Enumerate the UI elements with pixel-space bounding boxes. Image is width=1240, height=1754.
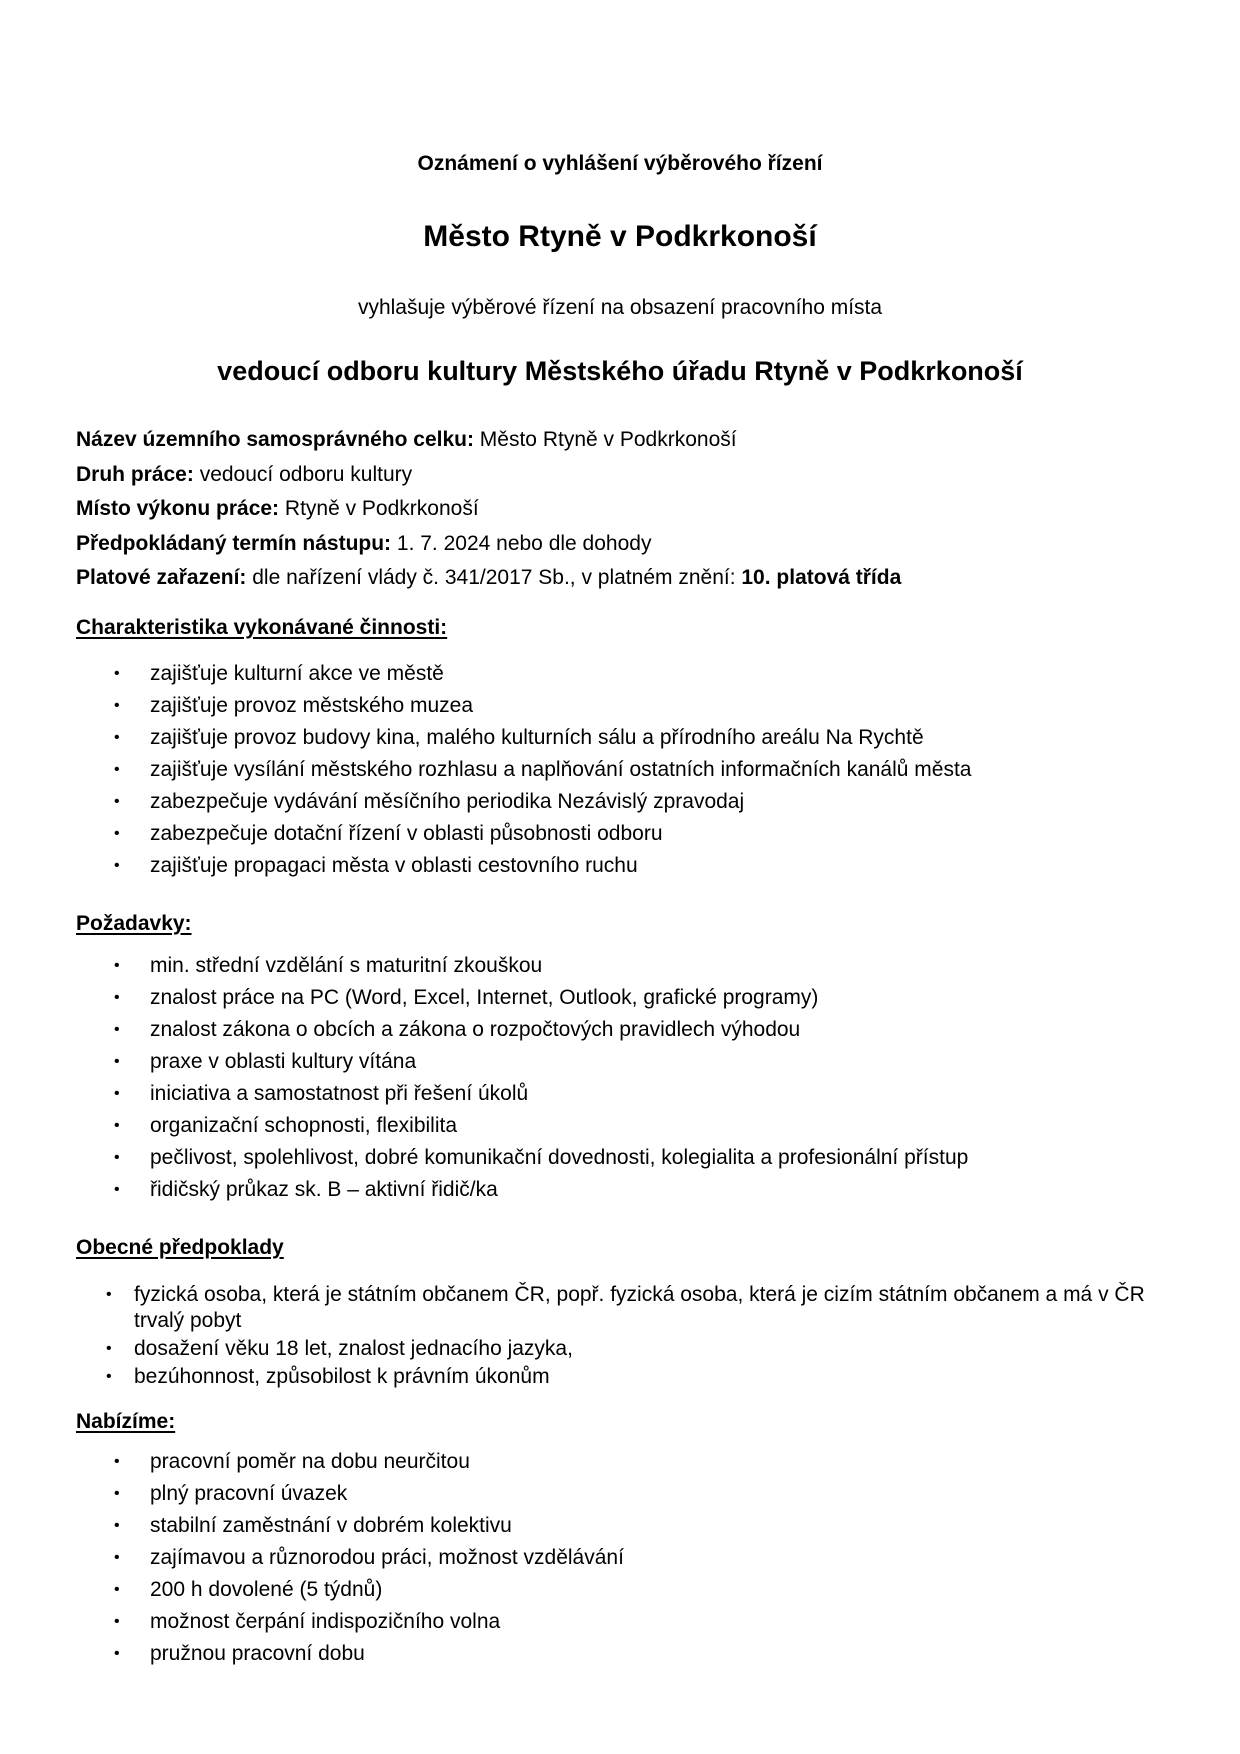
bullet-icon: • (106, 1286, 112, 1303)
list-item (114, 690, 971, 722)
bullet-icon: • (114, 665, 120, 682)
bullet-icon: • (114, 1085, 120, 1102)
offer-list (114, 1446, 624, 1670)
list-item (114, 722, 971, 754)
list-item (114, 1606, 624, 1638)
list-item-text: fyzická osoba, která je státním občanem ČR, popř. fyzická osoba, která je cizím státním občanem a má v ČR trvalý pobyt (134, 1283, 1145, 1332)
list-item-text: dosažení věku 18 let, znalost jednacího jazyka, (134, 1337, 573, 1360)
list-item (114, 1542, 624, 1574)
list-item (114, 1174, 968, 1206)
bullet-icon: • (114, 1021, 120, 1038)
list-item-text: iniciativa a samostatnost při řešení úkolů (150, 1082, 529, 1105)
list-item-text: pružnou pracovní dobu (150, 1642, 365, 1665)
list-item-text: plný pracovní úvazek (150, 1482, 348, 1505)
list-item-text: znalost zákona o obcích a zákona o rozpočtových pravidlech výhodou (150, 1018, 801, 1041)
list-item-text: zajišťuje kulturní akce ve městě (150, 662, 444, 685)
list-item (114, 850, 971, 882)
list-item-text: zabezpečuje vydávání měsíčního periodika Nezávislý zpravodaj (150, 790, 745, 813)
bullet-icon: • (114, 1485, 120, 1502)
bullet-icon: • (114, 1645, 120, 1662)
list-item-text: organizační schopnosti, flexibilita (150, 1114, 458, 1137)
list-item-text: zajišťuje propagaci města v oblasti cestovního ruchu (150, 854, 638, 877)
info-value: vedoucí odboru kultury (193, 462, 413, 486)
info-label: Název územního samosprávného celku: (76, 428, 474, 451)
bullet-icon: • (114, 1517, 120, 1534)
list-item-text: zajišťuje vysílání městského rozhlasu a naplňování ostatních informačních kanálů města (150, 758, 972, 781)
info-value: Rtyně v Podkrkonoší (279, 497, 479, 520)
intro-text: vyhlašuje výběrové řízení na obsazení pracovního místa (357, 296, 883, 319)
bullet-icon: • (114, 1549, 120, 1566)
characteristics-list (114, 658, 972, 882)
general-list (106, 1282, 1174, 1392)
list-item-text: bezúhonnost, způsobilost k právním úkonům (134, 1365, 550, 1388)
bullet-icon: • (114, 1581, 120, 1598)
requirements-list (114, 950, 969, 1206)
list-item-text: min. střední vzdělání s maturitní zkouškou (150, 954, 543, 977)
list-item (106, 1336, 1174, 1362)
bullet-icon: • (114, 825, 120, 842)
city-title: Město Rtyně v Podkrkonoší (423, 220, 817, 253)
list-item-text: pečlivost, spolehlivost, dobré komunikační dovednosti, kolegialita a profesionální přístup (150, 1146, 969, 1169)
section-title-characteristics: Charakteristika vykonávané činnosti: (76, 616, 448, 639)
bullet-icon: • (106, 1340, 112, 1357)
bullet-icon: • (114, 1453, 120, 1470)
info-row (76, 492, 901, 527)
list-item (114, 1110, 968, 1142)
section-title-offer: Nabízíme: (76, 1410, 176, 1433)
info-row (76, 423, 901, 458)
list-item-text: praxe v oblasti kultury vítána (150, 1050, 417, 1073)
list-item (114, 1638, 624, 1670)
list-item (114, 1078, 968, 1110)
list-item (106, 1282, 1174, 1334)
list-item-text: znalost práce na PC (Word, Excel, Internet, Outlook, grafické programy) (150, 986, 819, 1009)
info-row (76, 561, 901, 596)
info-block (76, 423, 901, 596)
bullet-icon: • (114, 793, 120, 810)
list-item-text: pracovní poměr na dobu neurčitou (150, 1450, 470, 1473)
list-item (114, 1446, 624, 1478)
info-value: dle nařízení vlády č. 341/2017 Sb., v platném znění: (246, 566, 742, 589)
list-item (114, 754, 972, 786)
position-title: vedoucí odboru kultury Městského úřadu Rtyně v Podkrkonoší (217, 356, 1023, 386)
section-title-general: Obecné předpoklady (76, 1236, 284, 1259)
bullet-icon: • (114, 989, 120, 1006)
bullet-icon: • (114, 1613, 120, 1630)
list-item-text: zajímavou a různorodou práci, možnost vzdělávání (150, 1546, 624, 1569)
bullet-icon: • (114, 761, 120, 778)
list-item (114, 818, 971, 850)
list-item (114, 786, 971, 818)
list-item (114, 1478, 624, 1510)
list-item-text: možnost čerpání indispozičního volna (150, 1610, 501, 1633)
announcement-heading: Oznámení o vyhlášení výběrového řízení (417, 152, 823, 175)
bullet-icon: • (106, 1368, 112, 1385)
list-item-text: řidičský průkaz sk. B – aktivní řidič/ka (150, 1178, 498, 1201)
info-label: Platové zařazení: (76, 566, 247, 589)
bullet-icon: • (114, 1053, 120, 1070)
list-item (114, 950, 968, 982)
list-item-text: zabezpečuje dotační řízení v oblasti působnosti odboru (150, 822, 663, 845)
info-value: Město Rtyně v Podkrkonoší (473, 428, 737, 451)
bullet-icon: • (114, 1181, 120, 1198)
salary-class: 10. platová třída (741, 566, 902, 589)
bullet-icon: • (114, 729, 120, 746)
info-value: 1. 7. 2024 nebo dle dohody (391, 531, 652, 555)
list-item (114, 1014, 968, 1046)
bullet-icon: • (114, 1117, 120, 1134)
list-item (106, 1364, 1174, 1390)
list-item (114, 982, 968, 1014)
bullet-icon: • (114, 697, 120, 714)
list-item (114, 1046, 968, 1078)
section-title-requirements: Požadavky: (76, 912, 192, 935)
list-item-text: zajišťuje provoz městského muzea (150, 694, 474, 717)
info-label: Předpokládaný termín nástupu: (76, 531, 392, 555)
list-item-text: zajišťuje provoz budovy kina, malého kulturních sálu a přírodního areálu Na Rychtě (150, 726, 924, 749)
list-item-text: 200 h dovolené (5 týdnů) (150, 1578, 383, 1601)
list-item (114, 1142, 969, 1174)
info-label: Místo výkonu práce: (76, 497, 280, 520)
list-item (114, 1574, 624, 1606)
list-item (114, 1510, 624, 1542)
info-row (76, 458, 901, 493)
bullet-icon: • (114, 957, 120, 974)
info-row (76, 527, 901, 562)
bullet-icon: • (114, 1149, 120, 1166)
info-label: Druh práce: (76, 462, 194, 486)
bullet-icon: • (114, 857, 120, 874)
list-item-text: stabilní zaměstnání v dobrém kolektivu (150, 1514, 512, 1537)
list-item (114, 658, 971, 690)
